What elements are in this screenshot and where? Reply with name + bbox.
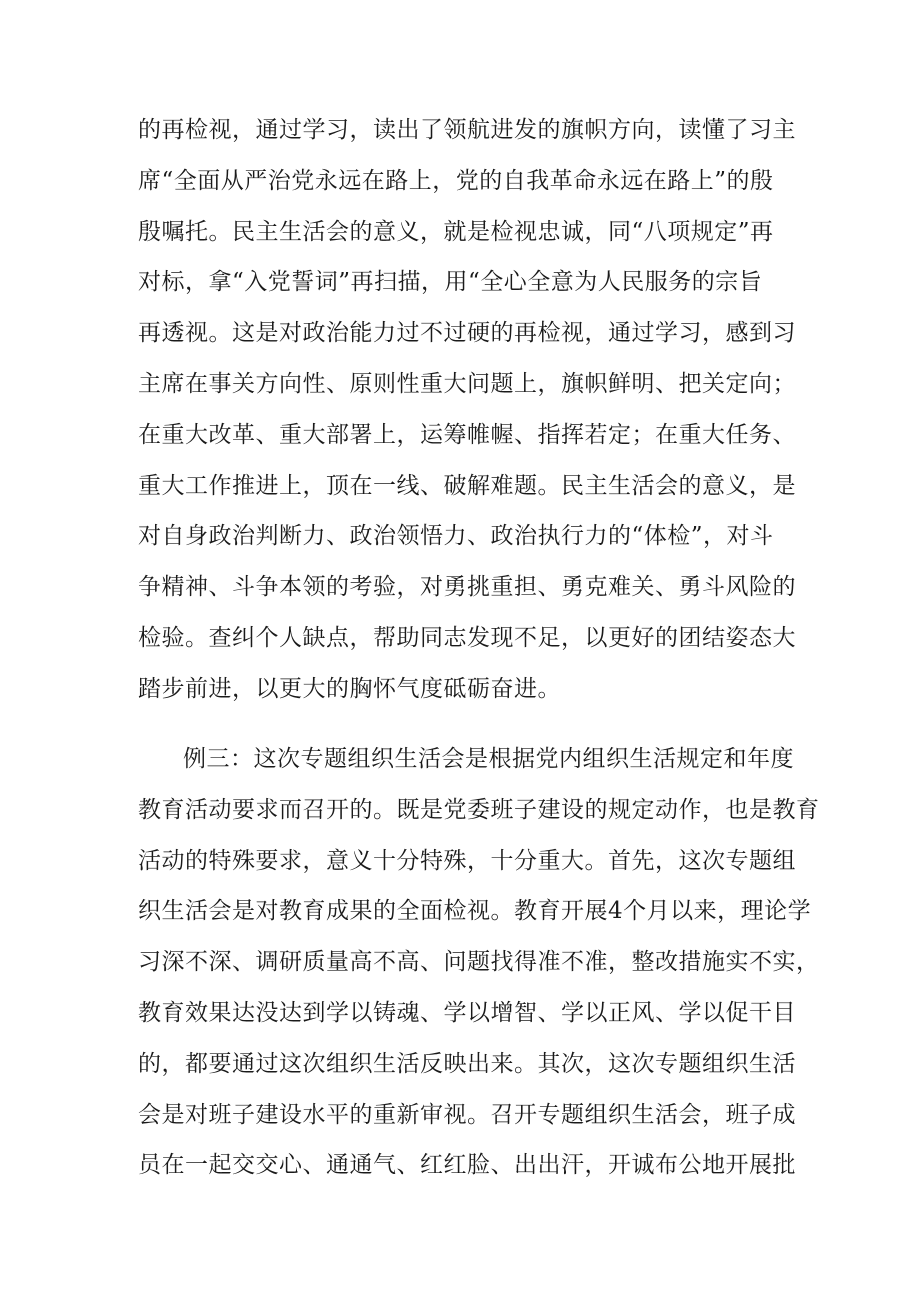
text-line: 踏步前进，以更大的胸怀气度砥砺奋进。 — [138, 675, 561, 702]
text-line: 活动的特殊要求，意义十分特殊，十分重大。首先，这次专题组 — [138, 847, 796, 874]
text-line: 教育效果达没达到学以铸魂、学以增智、学以正风、学以促干目 — [138, 999, 796, 1026]
text-line: 习深不深、调研质量高不高、问题找得准不准，整改措施实不实， — [138, 949, 820, 976]
text-line: 主席在事关方向性、原则性重大问题上，旗帜鲜明、把关定向； — [138, 370, 796, 397]
text-line: 重大工作推进上，顶在一线、破解难题。民主生活会的意义，是 — [138, 472, 796, 499]
text-line: 对标，拿“入党誓词”再扫描，用“全心全意为人民服务的宗旨 — [138, 269, 763, 296]
paragraph-example-three — [138, 734, 820, 1191]
text-line: 的再检视，通过学习，读出了领航进发的旗帜方向，读懂了习主 — [138, 117, 796, 143]
text-line: 席“全面从严治党永远在路上，党的自我革命永远在路上”的殷 — [138, 167, 774, 194]
text-line: 例三：这次专题组织生活会是根据党内组织生活规定和年度 — [183, 746, 794, 772]
text-line: 争精神、斗争本领的考验，对勇挑重担、勇克难关、勇斗风险的 — [138, 574, 796, 601]
text-line: 的，都要通过这次组织生活反映出来。其次，这次专题组织生活 — [138, 1050, 796, 1077]
text-line: 织生活会是对教育成果的全面检视。教育开展4个月以来，理论学 — [138, 898, 812, 925]
text-line: 再透视。这是对政治能力过不过硬的再检视，通过学习，感到习 — [138, 320, 796, 347]
text-line: 教育活动要求而召开的。既是党委班子建设的规定动作，也是教育 — [138, 796, 820, 823]
text-line: 对自身政治判断力、政治领悟力、政治执行力的“体检”，对斗 — [138, 523, 774, 550]
text-line: 殷嘱托。民主生活会的意义，就是检视忠诚，同“八项规定”再 — [138, 218, 774, 245]
text-line: 在重大改革、重大部署上，运筹帷幄、指挥若定；在重大任务、 — [138, 421, 796, 448]
text-line: 员在一起交交心、通通气、红红脸、出出汗，开诚布公地开展批 — [138, 1152, 796, 1179]
text-line: 检验。查纠个人缺点，帮助同志发现不足，以更好的团结姿态大 — [138, 624, 796, 651]
paragraph-continued — [138, 105, 796, 715]
text-line: 会是对班子建设水平的重新审视。召开专题组织生活会，班子成 — [138, 1101, 796, 1128]
